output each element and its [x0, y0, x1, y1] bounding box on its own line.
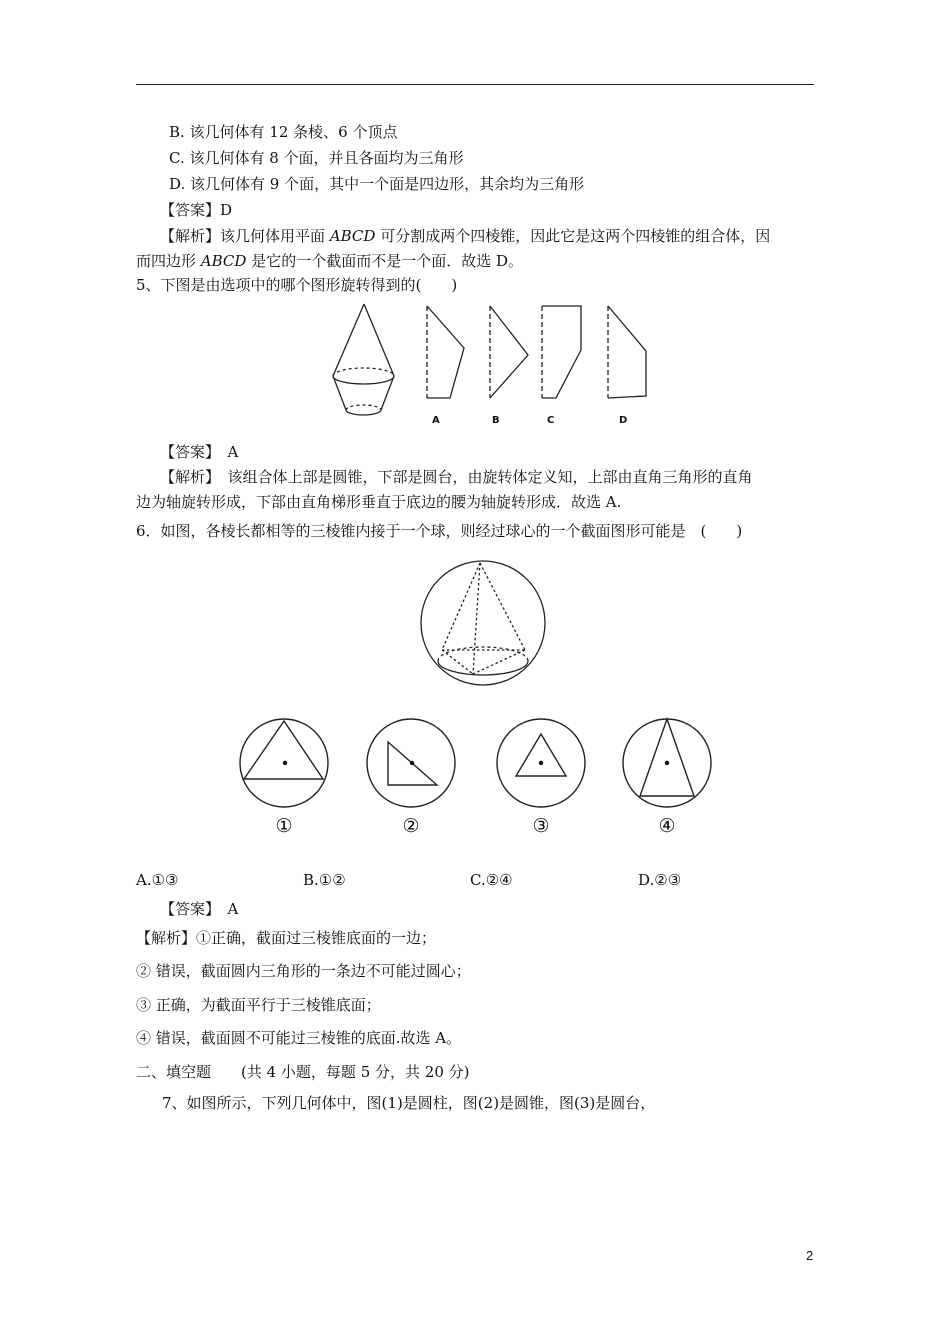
q6-explanation-line-2: ② 错误，截面圆内三角形的一条边不可能过圆心；: [136, 962, 471, 980]
page-number: 2: [806, 1248, 814, 1263]
q6-stem: 6．如图，各棱长都相等的三棱锥内接于一个球，则经过球心的一个截面图形可能是 ( ): [136, 522, 743, 540]
q5-explanation-line-2: 边为轴旋转形成，下部由直角梯形垂直于底边的腰为轴旋转形成．故选 A.: [136, 493, 622, 511]
q6-option-a: A.①③: [136, 871, 179, 889]
q6-explanation-line-4: ④ 错误，截面圆不可能过三棱锥的底面.故选 A。: [136, 1029, 462, 1047]
q4-option-d: D. 该几何体有 9 个面，其中一个面是四边形，其余均为三角形: [169, 175, 585, 193]
option-c-shape: [542, 306, 581, 398]
option-d-label: D: [619, 415, 628, 426]
q4-explanation-line-2: 而四边形 ABCD 是它的一个截面而不是一个面．故选 D。: [136, 252, 523, 270]
q7-stem: 7、如图所示，下列几何体中，图(1)是圆柱，图(2)是圆锥，图(3)是圆台，: [162, 1094, 656, 1112]
q6-explanation-line-1: 【解析】①正确，截面过三棱锥底面的一边；: [136, 929, 437, 947]
q6-explanation-line-3: ③ 正确，为截面平行于三棱锥底面；: [136, 996, 381, 1014]
option-a-shape: [427, 306, 464, 398]
option-b-shape: [490, 306, 528, 398]
q6-answer: 【答案】 A: [160, 900, 239, 918]
q4-explanation-line-1: 【解析】该几何体用平面 ABCD 可分割成两个四棱锥，因此它是这两个四棱锥的组合体，因: [160, 227, 771, 245]
circle-label-1: ①: [275, 815, 293, 837]
q5-answer: 【答案】 A: [160, 443, 239, 461]
q4-option-c: C. 该几何体有 8 个面，并且各面均为三角形: [169, 149, 464, 167]
cross-section-options-figure: [236, 718, 716, 838]
q4-option-b: B. 该几何体有 12 条棱、6 个顶点: [169, 123, 398, 141]
option-c-label: C: [547, 415, 555, 426]
q5-figure: [320, 296, 660, 432]
q5-explanation-line-1: 【解析】 该组合体上部是圆锥，下部是圆台，由旋转体定义知，上部由直角三角形的直角: [160, 468, 753, 486]
q6-option-b: B.①②: [303, 871, 346, 889]
header-rule: [136, 84, 814, 85]
q6-option-d: D.②③: [638, 871, 682, 889]
option-d-shape: [608, 306, 646, 398]
q5-stem: 5、下图是由选项中的哪个图形旋转得到的( ): [136, 276, 458, 294]
section-heading: 二、填空题 (共 4 小题，每题 5 分，共 20 分): [136, 1063, 470, 1081]
circle-label-2: ②: [402, 815, 420, 837]
circle-label-4: ④: [658, 815, 676, 837]
option-b-label: B: [492, 415, 500, 426]
q4-answer: 【答案】D: [160, 201, 233, 219]
q6-option-c: C.②④: [470, 871, 513, 889]
option-a-label: A: [432, 415, 440, 426]
circle-label-3: ③: [532, 815, 550, 837]
cone-frustum-solid: [333, 304, 394, 415]
sphere-tetrahedron-figure: [418, 558, 548, 688]
